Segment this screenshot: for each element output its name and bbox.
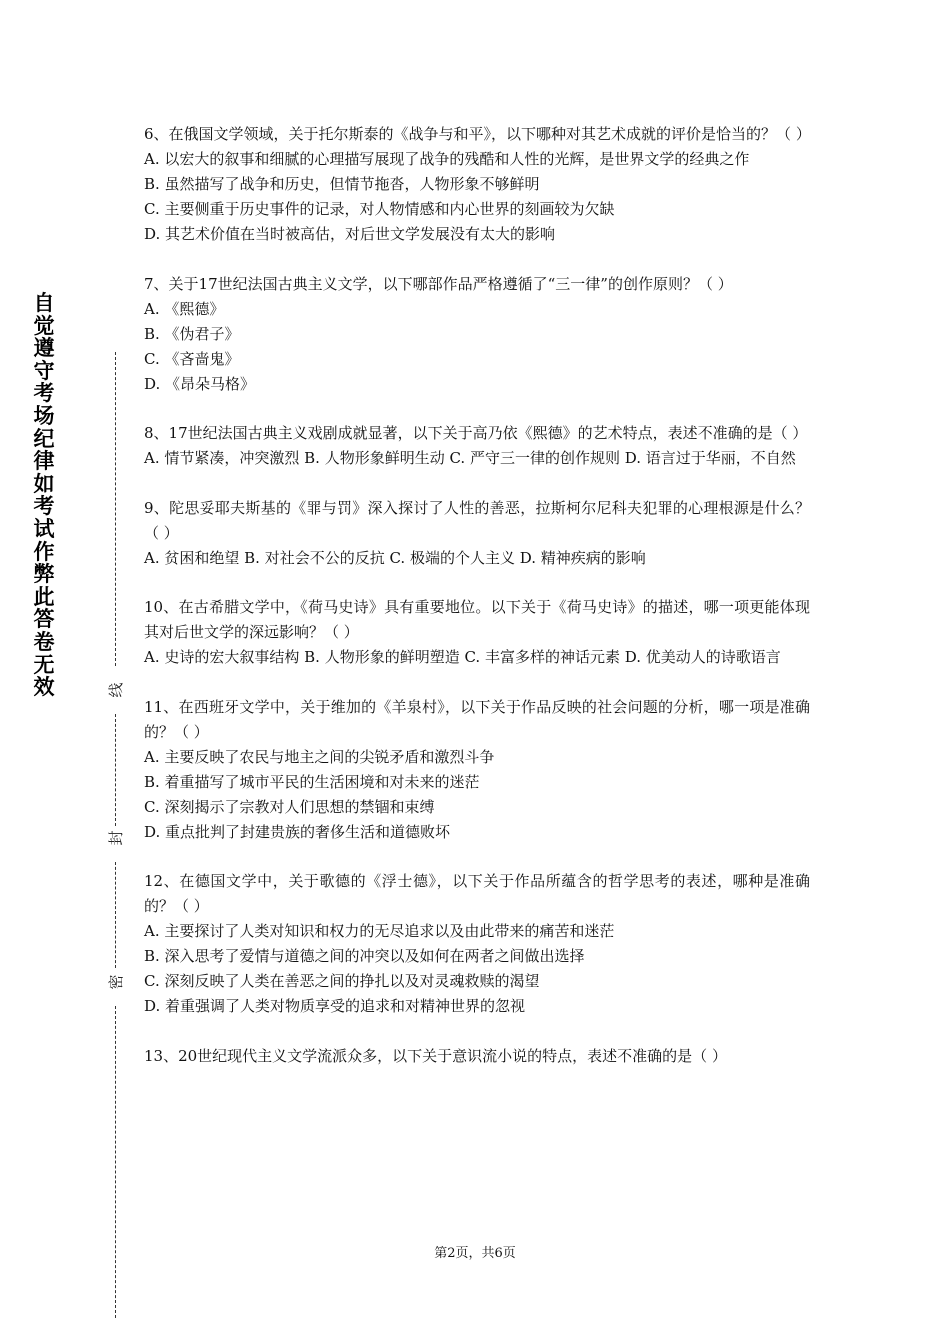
binding-dash-segment — [115, 352, 116, 666]
option-c: C. 深刻反映了人类在善恶之间的挣扎以及对灵魂救赎的渴望 — [144, 972, 540, 990]
option-a: A. 《熙德》 — [144, 299, 225, 318]
question-10 — [144, 595, 810, 670]
option-c: C. 深刻揭示了宗教对人们思想的禁锢和束缚 — [144, 797, 435, 816]
exam-discipline-warning: 自觉遵守考场纪律如考试作弊此答卷无效 — [33, 291, 55, 700]
option-a: A. 主要反映了农民与地主之间的尖锐矛盾和激烈斗争 — [144, 747, 495, 766]
option-a: A. 以宏大的叙事和细腻的心理描写展现了战争的残酷和人性的光辉，是世界文学的经典之作 — [144, 150, 750, 168]
option-c: C. 《吝啬鬼》 — [144, 349, 240, 368]
question-12 — [144, 869, 810, 1019]
question-stem: 12、在德国文学中，关于歌德的《浮士德》，以下关于作品所蕴含的哲学思考的表述，哪种是准确的？（ ） — [144, 872, 810, 915]
option-d: D. 《昂朵马格》 — [144, 374, 256, 393]
question-13 — [144, 1044, 810, 1069]
options-inline: A. 贫困和绝望 B. 对社会不公的反抗 C. 极端的个人主义 D. 精神疾病的影响 — [144, 548, 646, 567]
option-d: D. 着重强调了人类对物质享受的追求和对精神世界的忽视 — [144, 997, 526, 1015]
question-stem: 8、17世纪法国古典主义戏剧成就显著，以下关于高乃依《熙德》的艺术特点，表述不准确的是（ ） — [144, 424, 808, 442]
question-8 — [144, 421, 810, 471]
options-inline: A. 情节紧凑，冲突激烈 B. 人物形象鲜明生动 C. 严守三一律的创作规则 D. 语言过于华丽，不自然 — [144, 449, 796, 467]
binding-label-feng: 封 — [107, 830, 125, 846]
question-9 — [144, 496, 810, 571]
page-number-footer: 第2页，共6页 — [434, 1246, 516, 1261]
binding-dash-segment — [115, 1006, 116, 1318]
option-c: C. 主要侧重于历史事件的记录，对人物情感和内心世界的刻画较为欠缺 — [144, 200, 615, 218]
question-stem: 11、在西班牙文学中，关于维加的《羊泉村》，以下关于作品反映的社会问题的分析，哪一项是准确的？（ ） — [144, 697, 810, 741]
question-stem: 7、关于17世纪法国古典主义文学，以下哪部作品严格遵循了“三一律”的创作原则？（ ） — [144, 274, 733, 293]
options-inline: A. 史诗的宏大叙事结构 B. 人物形象的鲜明塑造 C. 丰富多样的神话元素 D. 优美动人的诗歌语言 — [144, 648, 781, 666]
binding-label-mi: 密 — [107, 974, 125, 990]
binding-line — [104, 352, 128, 1318]
question-stem: 13、20世纪现代主义文学流派众多，以下关于意识流小说的特点，表述不准确的是（ ） — [144, 1046, 727, 1065]
binding-dash-segment — [115, 862, 116, 968]
question-stem: 9、陀思妥耶夫斯基的《罪与罚》深入探讨了人性的善恶，拉斯柯尔尼科夫犯罪的心理根源是什么？（ ） — [144, 498, 810, 542]
option-b: B. 虽然描写了战争和历史，但情节拖沓，人物形象不够鲜明 — [144, 175, 540, 193]
question-7 — [144, 272, 810, 397]
option-a: A. 主要探讨了人类对知识和权力的无尽追求以及由此带来的痛苦和迷茫 — [144, 922, 615, 940]
option-b: B. 着重描写了城市平民的生活困境和对未来的迷茫 — [144, 772, 480, 791]
question-11 — [144, 695, 810, 845]
question-stem: 10、在古希腊文学中，《荷马史诗》具有重要地位。以下关于《荷马史诗》的描述，哪一项更能体现其对后世文学的深远影响？（ ） — [144, 598, 810, 641]
binding-label-xian: 线 — [107, 682, 125, 698]
option-d: D. 重点批判了封建贵族的奢侈生活和道德败坏 — [144, 822, 451, 841]
binding-dash-segment — [115, 714, 116, 826]
question-list — [144, 122, 810, 1093]
option-b: B. 深入思考了爱情与道德之间的冲突以及如何在两者之间做出选择 — [144, 947, 585, 965]
question-stem: 6、在俄国文学领域，关于托尔斯泰的《战争与和平》，以下哪种对其艺术成就的评价是恰当的？（ ） — [144, 125, 811, 143]
option-b: B. 《伪君子》 — [144, 324, 240, 343]
option-d: D. 其艺术价值在当时被高估，对后世文学发展没有太大的影响 — [144, 225, 556, 243]
question-6 — [144, 122, 810, 247]
